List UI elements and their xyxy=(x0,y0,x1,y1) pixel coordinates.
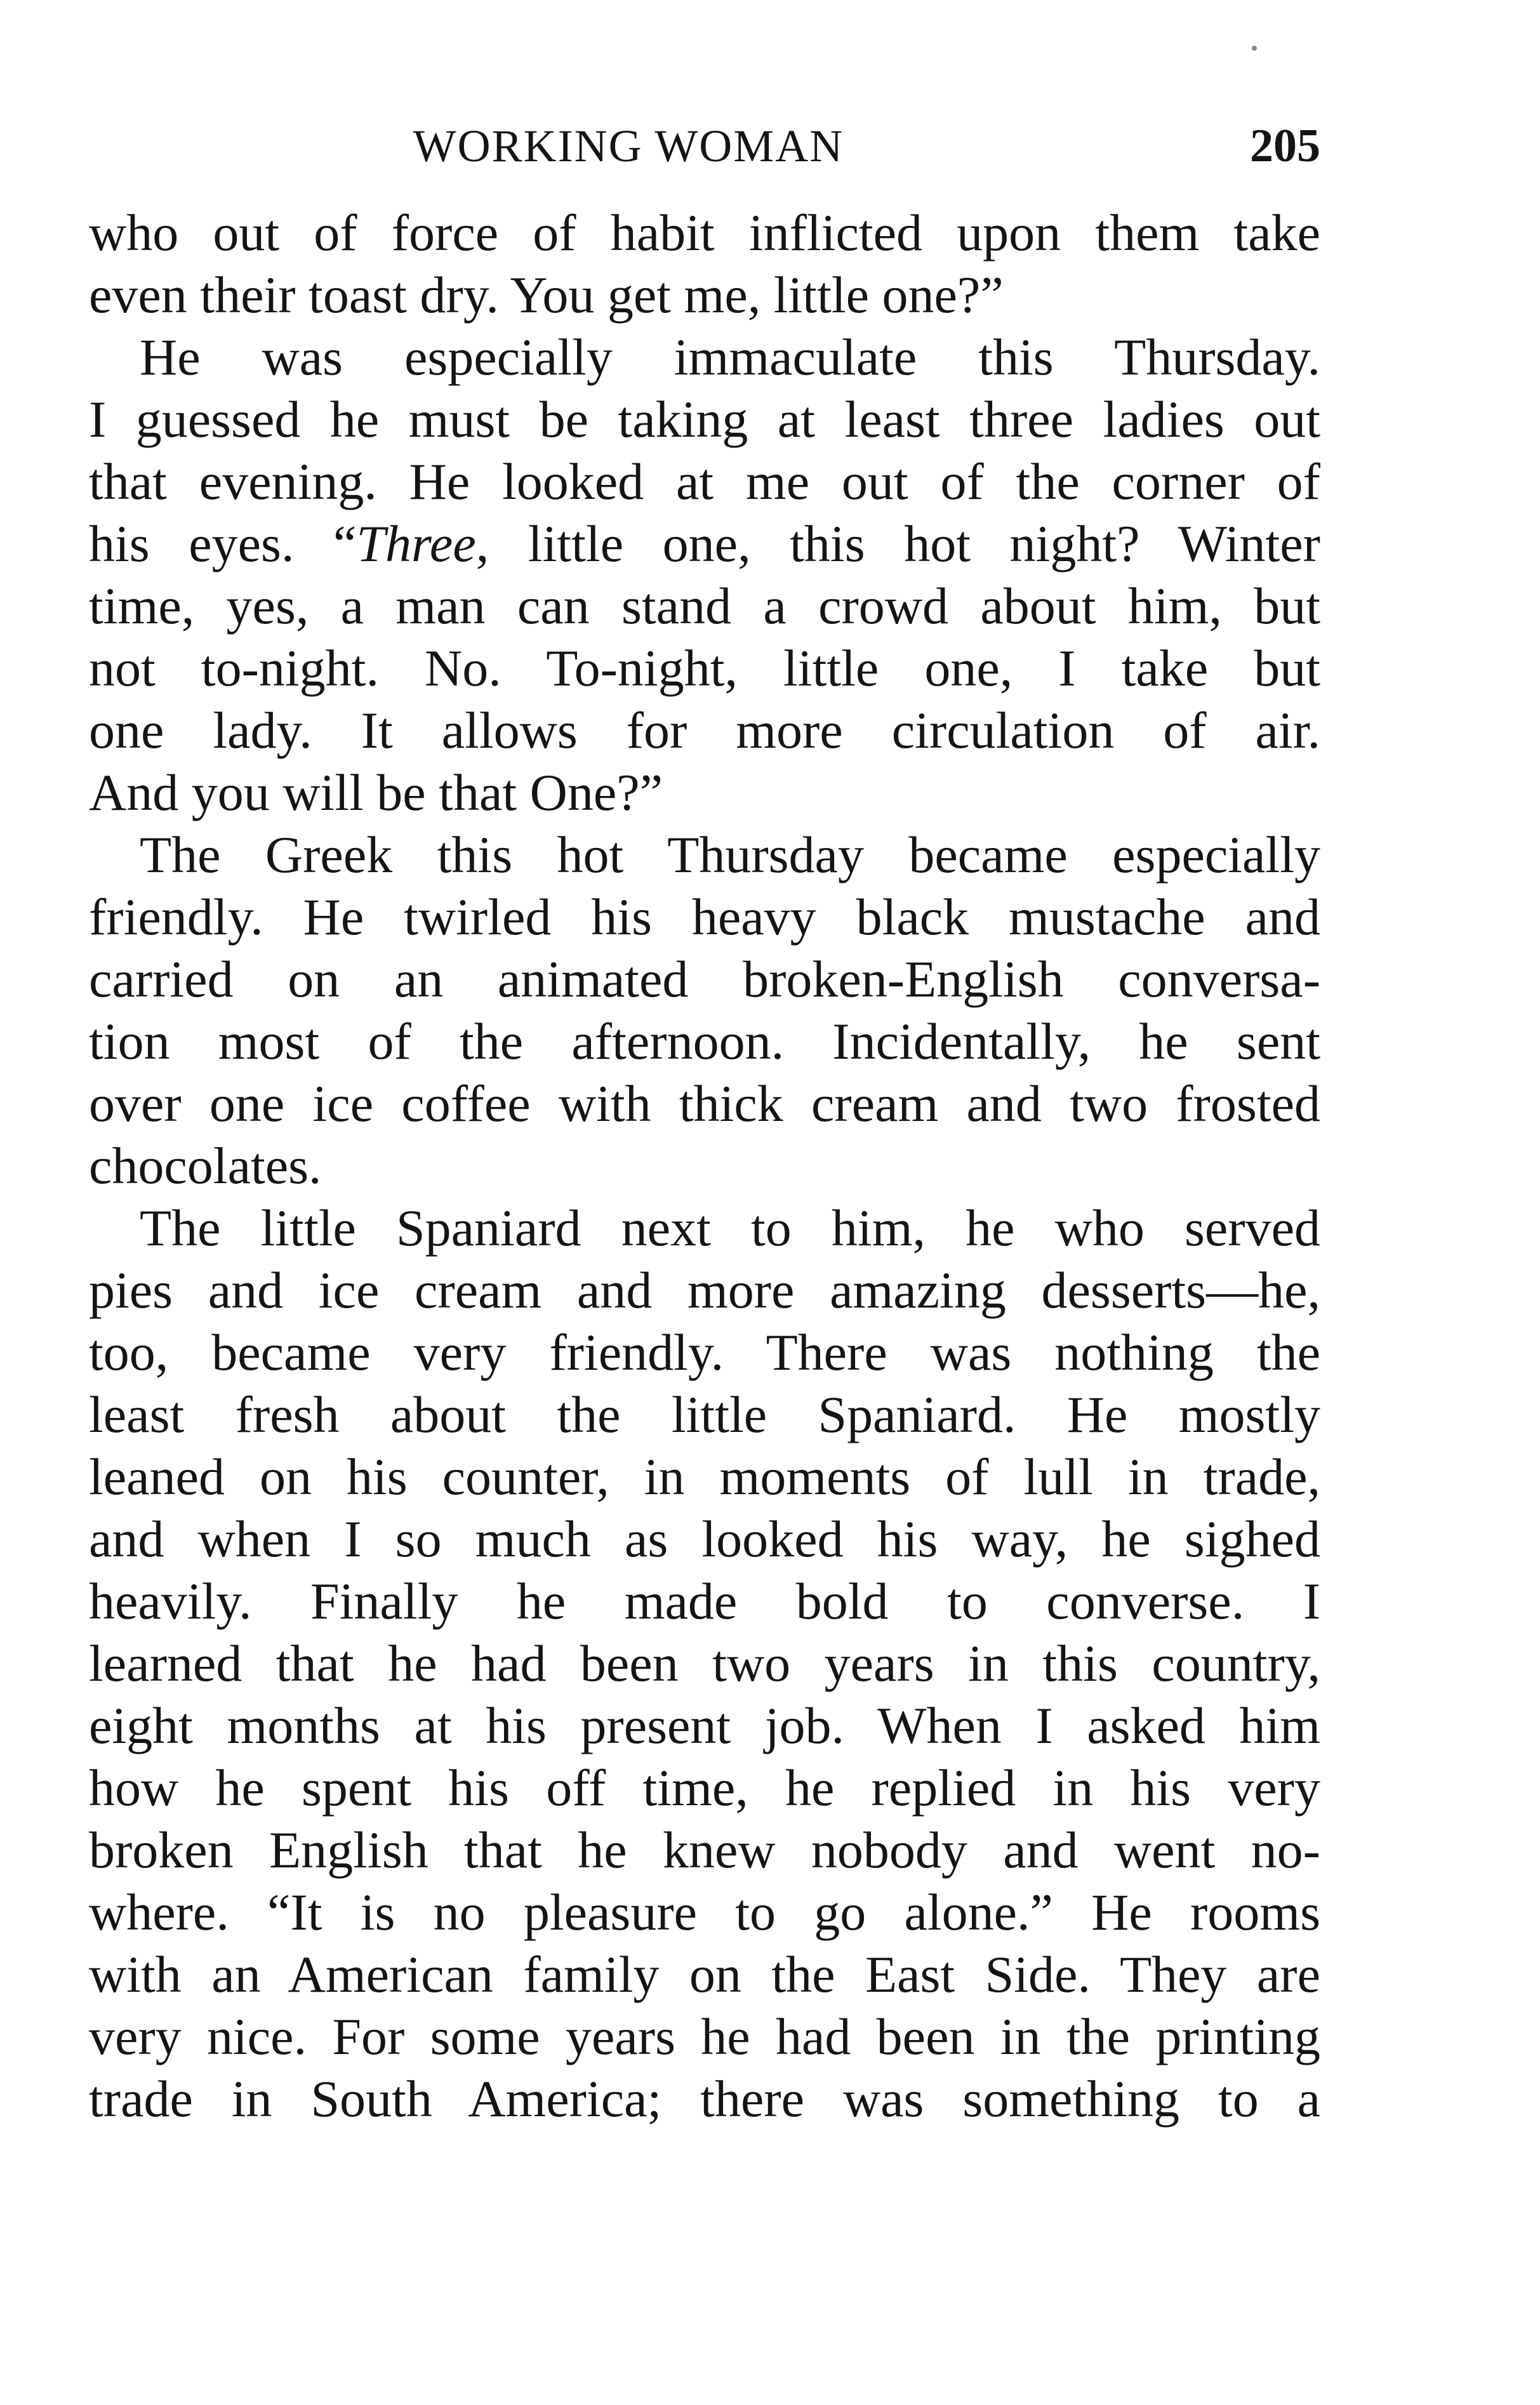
text-line: that evening. He looked at me out of the corner of xyxy=(89,453,1320,510)
text-line: too, became very friendly. There was nothing the xyxy=(89,1323,1320,1381)
text-line: and when I so much as looked his way, he sighed xyxy=(89,1510,1320,1568)
text-line: even their toast dry. You get me, little one?” xyxy=(89,266,1004,324)
text-line: leaned on his counter, in moments of lull in trade, xyxy=(89,1448,1320,1506)
text-line: heavily. Finally he made bold to converse. I xyxy=(89,1572,1320,1630)
text-line: carried on an animated broken-English conversa- xyxy=(89,950,1320,1008)
text-line: where. “It is no pleasure to go alone.” He rooms xyxy=(89,1883,1320,1941)
text-line: over one ice coffee with thick cream and two frosted xyxy=(89,1075,1320,1132)
text-line: time, yes, a man can stand a crowd about him, but xyxy=(89,577,1320,635)
text-line: tion most of the afternoon. Incidentally, he sent xyxy=(89,1012,1320,1070)
text-line: least fresh about the little Spaniard. He mostly xyxy=(89,1386,1320,1443)
text-line: his eyes. “Three, little one, this hot night? Winter xyxy=(89,515,1320,573)
text-line: eight months at his present job. When I asked him xyxy=(89,1697,1320,1754)
text-line: And you will be that One?” xyxy=(89,764,663,821)
text-line: The Greek this hot Thursday became especially xyxy=(140,826,1320,884)
text-line: learned that he had been two years in this country, xyxy=(89,1634,1320,1692)
text-line: I guessed he must be taking at least three ladies out xyxy=(89,390,1320,448)
body-text xyxy=(89,202,1320,2130)
running-title: WORKING WOMAN xyxy=(413,121,844,171)
text-line: broken English that he knew nobody and went no- xyxy=(89,1821,1320,1879)
print-speck xyxy=(1252,46,1257,51)
text-line: He was especially immaculate this Thursday. xyxy=(140,328,1320,386)
text-line: not to-night. No. To-night, little one, I take but xyxy=(89,639,1320,697)
text-line: The little Spaniard next to him, he who served xyxy=(140,1199,1320,1257)
text-line: trade in South America; there was something to a xyxy=(89,2070,1320,2128)
text-line: pies and ice cream and more amazing desserts—he, xyxy=(89,1261,1320,1319)
page-number: 205 xyxy=(1250,120,1320,172)
running-head xyxy=(89,114,1320,178)
text-line: friendly. He twirled his heavy black mustache and xyxy=(89,888,1320,946)
text-line: who out of force of habit inflicted upon them take xyxy=(89,204,1320,262)
emphasis: Three xyxy=(356,515,476,573)
text-line: very nice. For some years he had been in the printing xyxy=(89,2008,1320,2065)
text-line: chocolates. xyxy=(89,1137,322,1195)
text-line: one lady. It allows for more circulation of air. xyxy=(89,701,1320,759)
text-line: how he spent his off time, he replied in his very xyxy=(89,1759,1320,1817)
text-line: with an American family on the East Side. They are xyxy=(89,1945,1320,2003)
